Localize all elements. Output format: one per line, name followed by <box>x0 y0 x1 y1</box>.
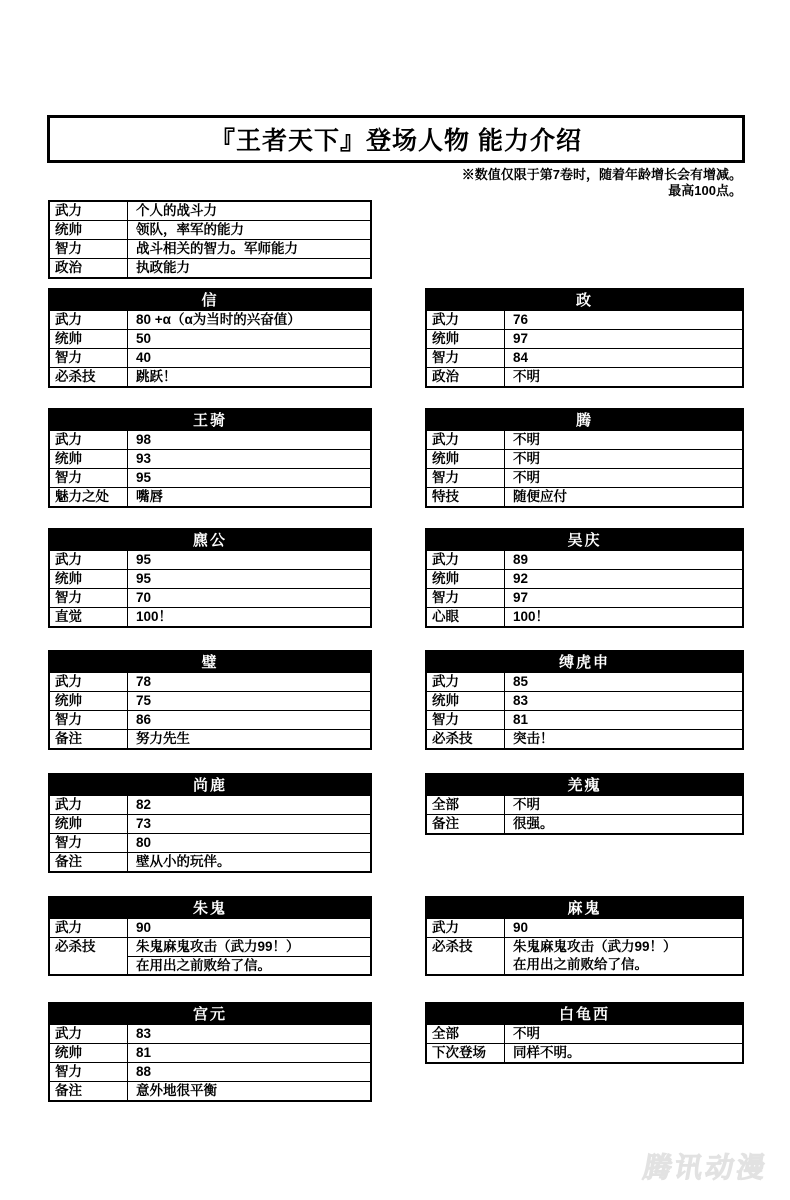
character-name-header: 朱鬼 <box>50 898 370 919</box>
stat-value: 不明 <box>513 432 540 447</box>
stat-label: 武力 <box>50 311 128 329</box>
character-table-shanglu <box>48 773 372 873</box>
stat-label: 智力 <box>50 711 128 729</box>
stat-label: 武力 <box>427 919 505 937</box>
stat-value: 88 <box>136 1064 152 1079</box>
stat-label: 武力 <box>50 673 128 691</box>
stat-value: 在用出之前败给了信。 <box>513 957 648 972</box>
stat-row <box>427 551 742 569</box>
stat-label: 魅力之处 <box>50 488 128 506</box>
table-body <box>50 311 370 386</box>
stat-value: 领队，率军的能力 <box>136 222 244 237</box>
stat-label: 统帅 <box>427 692 505 710</box>
stat-row <box>427 569 742 588</box>
stat-row <box>427 814 742 833</box>
stat-value: 81 <box>136 1045 152 1060</box>
stat-label: 武力 <box>427 431 505 449</box>
character-name-header: 羌瘣 <box>427 775 742 796</box>
stat-row <box>50 1081 370 1100</box>
stat-row <box>50 487 370 506</box>
stat-value: 98 <box>136 432 152 447</box>
stat-label <box>50 956 128 974</box>
character-table-xin <box>48 288 372 388</box>
stat-row <box>427 431 742 449</box>
legend-table <box>48 200 372 279</box>
stat-label: 智力 <box>50 349 128 367</box>
character-name-header: 麻鬼 <box>427 898 742 919</box>
stat-label: 备注 <box>50 1082 128 1100</box>
stat-row <box>427 588 742 607</box>
stat-row <box>50 1025 370 1043</box>
stat-label: 统帅 <box>50 221 128 239</box>
stat-row <box>50 348 370 367</box>
stat-row <box>427 367 742 386</box>
stat-value: 随便应付 <box>513 489 567 504</box>
stat-label: 必杀技 <box>50 938 128 956</box>
character-name-header: 麃公 <box>50 530 370 551</box>
stat-value: 81 <box>513 712 529 727</box>
stat-value: 90 <box>136 920 152 935</box>
table-body <box>50 1025 370 1100</box>
stat-label: 心眼 <box>427 608 505 626</box>
character-name-header: 吴庆 <box>427 530 742 551</box>
stat-label: 全部 <box>427 1025 505 1043</box>
stat-label: 武力 <box>50 551 128 569</box>
character-table-zhugui <box>48 896 372 976</box>
stat-value: 95 <box>136 552 152 567</box>
character-table-bi <box>48 650 372 750</box>
stat-row <box>427 937 742 956</box>
stat-label: 备注 <box>50 853 128 871</box>
stat-value: 不明 <box>513 451 540 466</box>
stat-value: 80 <box>136 835 152 850</box>
table-body <box>50 796 370 871</box>
stat-row <box>427 449 742 468</box>
stat-value: 努力先生 <box>136 731 190 746</box>
stat-value: 朱鬼麻鬼攻击（武力99！） <box>136 939 300 954</box>
stat-label: 智力 <box>427 711 505 729</box>
stat-row <box>50 220 370 239</box>
stat-label: 统帅 <box>427 570 505 588</box>
stat-label: 统帅 <box>50 692 128 710</box>
stat-value: 50 <box>136 331 152 346</box>
footnote-line-1: ※数值仅限于第7卷时，随着年龄增长会有增减。 <box>461 167 742 182</box>
stat-label: 武力 <box>50 919 128 937</box>
stat-value: 93 <box>136 451 152 466</box>
stat-value: 不明 <box>513 1026 540 1041</box>
table-body <box>50 919 370 974</box>
stat-row <box>50 468 370 487</box>
character-name-header: 宫元 <box>50 1004 370 1025</box>
stat-label: 备注 <box>427 815 505 833</box>
stat-label: 武力 <box>50 796 128 814</box>
stat-row <box>427 710 742 729</box>
stat-label: 特技 <box>427 488 505 506</box>
title-box <box>47 115 745 163</box>
table-body <box>427 551 742 626</box>
stat-row <box>50 919 370 937</box>
stat-value: 76 <box>513 312 529 327</box>
stat-row <box>50 367 370 386</box>
stat-value: 89 <box>513 552 529 567</box>
character-name-header: 政 <box>427 290 742 311</box>
stat-value: 不明 <box>513 369 540 384</box>
stat-row <box>50 449 370 468</box>
character-table-fuhushen <box>425 650 744 750</box>
table-body <box>50 431 370 506</box>
stat-row <box>50 1043 370 1062</box>
character-name-header: 信 <box>50 290 370 311</box>
stat-row <box>427 729 742 748</box>
stat-label: 智力 <box>50 589 128 607</box>
character-table-gongyuan <box>48 1002 372 1102</box>
character-table-baiguixi <box>425 1002 744 1064</box>
stat-value: 97 <box>513 331 529 346</box>
stat-label: 备注 <box>50 730 128 748</box>
stat-label: 必杀技 <box>427 938 505 956</box>
character-name-header: 腾 <box>427 410 742 431</box>
stat-value: 跳跃！ <box>136 369 177 384</box>
stat-value: 40 <box>136 350 152 365</box>
stat-value: 朱鬼麻鬼攻击（武力99！） <box>513 939 677 954</box>
stat-label: 统帅 <box>50 815 128 833</box>
table-body <box>427 1025 742 1062</box>
stat-value: 不明 <box>513 797 540 812</box>
stat-value: 突击！ <box>513 731 554 746</box>
stat-value: 战斗相关的智力。军师能力 <box>136 241 298 256</box>
stat-label: 统帅 <box>50 1044 128 1062</box>
stat-label: 武力 <box>427 673 505 691</box>
character-name-header: 尚鹿 <box>50 775 370 796</box>
table-body <box>50 551 370 626</box>
stat-row <box>50 329 370 348</box>
table-body <box>427 919 742 974</box>
stat-label: 武力 <box>427 551 505 569</box>
stat-row <box>50 431 370 449</box>
stat-label: 政治 <box>427 368 505 386</box>
stat-row <box>50 607 370 626</box>
table-body <box>427 311 742 386</box>
stat-label: 全部 <box>427 796 505 814</box>
stat-label: 统帅 <box>50 450 128 468</box>
stat-label: 武力 <box>427 311 505 329</box>
stat-row <box>427 956 742 974</box>
character-name-header: 缚虎申 <box>427 652 742 673</box>
stat-label: 武力 <box>50 431 128 449</box>
table-body <box>427 431 742 506</box>
stat-value: 壁从小的玩伴。 <box>136 854 231 869</box>
stat-label: 智力 <box>50 834 128 852</box>
stat-row <box>50 956 370 974</box>
table-body <box>50 673 370 748</box>
stat-value: 82 <box>136 797 152 812</box>
stat-value: 97 <box>513 590 529 605</box>
stat-label: 智力 <box>427 349 505 367</box>
stat-row <box>427 607 742 626</box>
stat-value: 100！ <box>513 609 550 624</box>
footnote <box>462 167 742 199</box>
stat-row <box>50 710 370 729</box>
stat-row <box>50 937 370 956</box>
stat-value: 嘴唇 <box>136 489 163 504</box>
stat-row <box>50 729 370 748</box>
stat-label: 智力 <box>50 240 128 258</box>
stat-value: 83 <box>136 1026 152 1041</box>
stat-value: 意外地很平衡 <box>136 1083 217 1098</box>
stat-row <box>50 1062 370 1081</box>
character-table-wangqi <box>48 408 372 508</box>
stat-label: 统帅 <box>50 570 128 588</box>
stat-value: 95 <box>136 571 152 586</box>
stat-value: 95 <box>136 470 152 485</box>
stat-row <box>50 691 370 710</box>
stat-row <box>427 1043 742 1062</box>
tencent-comics-watermark: 腾讯动漫 <box>640 1152 771 1183</box>
stat-row <box>50 551 370 569</box>
stat-value: 73 <box>136 816 152 831</box>
stat-row <box>427 796 742 814</box>
stat-value: 执政能力 <box>136 260 190 275</box>
stat-row <box>427 348 742 367</box>
stat-label: 智力 <box>50 469 128 487</box>
character-table-biaogong <box>48 528 372 628</box>
stat-label: 武力 <box>50 202 128 220</box>
character-name-header: 白龟西 <box>427 1004 742 1025</box>
stat-value: 100！ <box>136 609 173 624</box>
stat-value: 80 +α（α为当时的兴奋值） <box>136 312 301 327</box>
stat-row <box>50 202 370 220</box>
table-body <box>427 796 742 833</box>
stat-row <box>50 311 370 329</box>
stat-row <box>50 258 370 277</box>
stat-row <box>50 588 370 607</box>
stat-value: 不明 <box>513 470 540 485</box>
stat-value: 83 <box>513 693 529 708</box>
stat-row <box>50 569 370 588</box>
stat-label: 直觉 <box>50 608 128 626</box>
stat-value: 同样不明。 <box>513 1045 581 1060</box>
stat-label <box>427 956 505 974</box>
table-body <box>427 673 742 748</box>
stat-row <box>50 796 370 814</box>
stat-row <box>50 673 370 691</box>
character-table-zheng <box>425 288 744 388</box>
stat-row <box>50 814 370 833</box>
stat-value: 78 <box>136 674 152 689</box>
character-table-wuqing <box>425 528 744 628</box>
stat-value: 70 <box>136 590 152 605</box>
stat-value: 92 <box>513 571 529 586</box>
stat-row <box>50 852 370 871</box>
stat-value: 85 <box>513 674 529 689</box>
stat-label: 统帅 <box>50 330 128 348</box>
page-title: 『王者天下』登场人物 能力介绍 <box>210 127 582 155</box>
stat-row <box>427 673 742 691</box>
stat-label: 统帅 <box>427 450 505 468</box>
character-table-qianglei <box>425 773 744 835</box>
stat-row <box>427 919 742 937</box>
character-table-magui <box>425 896 744 976</box>
stat-label: 统帅 <box>427 330 505 348</box>
stat-row <box>50 833 370 852</box>
character-table-teng <box>425 408 744 508</box>
stat-row <box>427 487 742 506</box>
stat-row <box>427 311 742 329</box>
footnote-line-2: 最高100点。 <box>668 183 742 198</box>
stat-label: 智力 <box>427 589 505 607</box>
stat-value: 86 <box>136 712 152 727</box>
stat-row <box>427 1025 742 1043</box>
stat-label: 必杀技 <box>427 730 505 748</box>
character-name-header: 璧 <box>50 652 370 673</box>
stat-label: 下次登场 <box>427 1044 505 1062</box>
stat-label: 必杀技 <box>50 368 128 386</box>
stat-row <box>50 239 370 258</box>
stat-label: 智力 <box>50 1063 128 1081</box>
stat-row <box>427 691 742 710</box>
stat-row <box>427 329 742 348</box>
stat-value: 90 <box>513 920 529 935</box>
stat-value: 很强。 <box>513 816 554 831</box>
stat-row <box>427 468 742 487</box>
stat-value: 75 <box>136 693 152 708</box>
stat-value: 84 <box>513 350 529 365</box>
stat-label: 智力 <box>427 469 505 487</box>
stat-label: 政治 <box>50 259 128 277</box>
stat-label: 武力 <box>50 1025 128 1043</box>
stat-value: 在用出之前败给了信。 <box>128 956 370 974</box>
stat-value: 个人的战斗力 <box>136 203 217 218</box>
character-name-header: 王骑 <box>50 410 370 431</box>
